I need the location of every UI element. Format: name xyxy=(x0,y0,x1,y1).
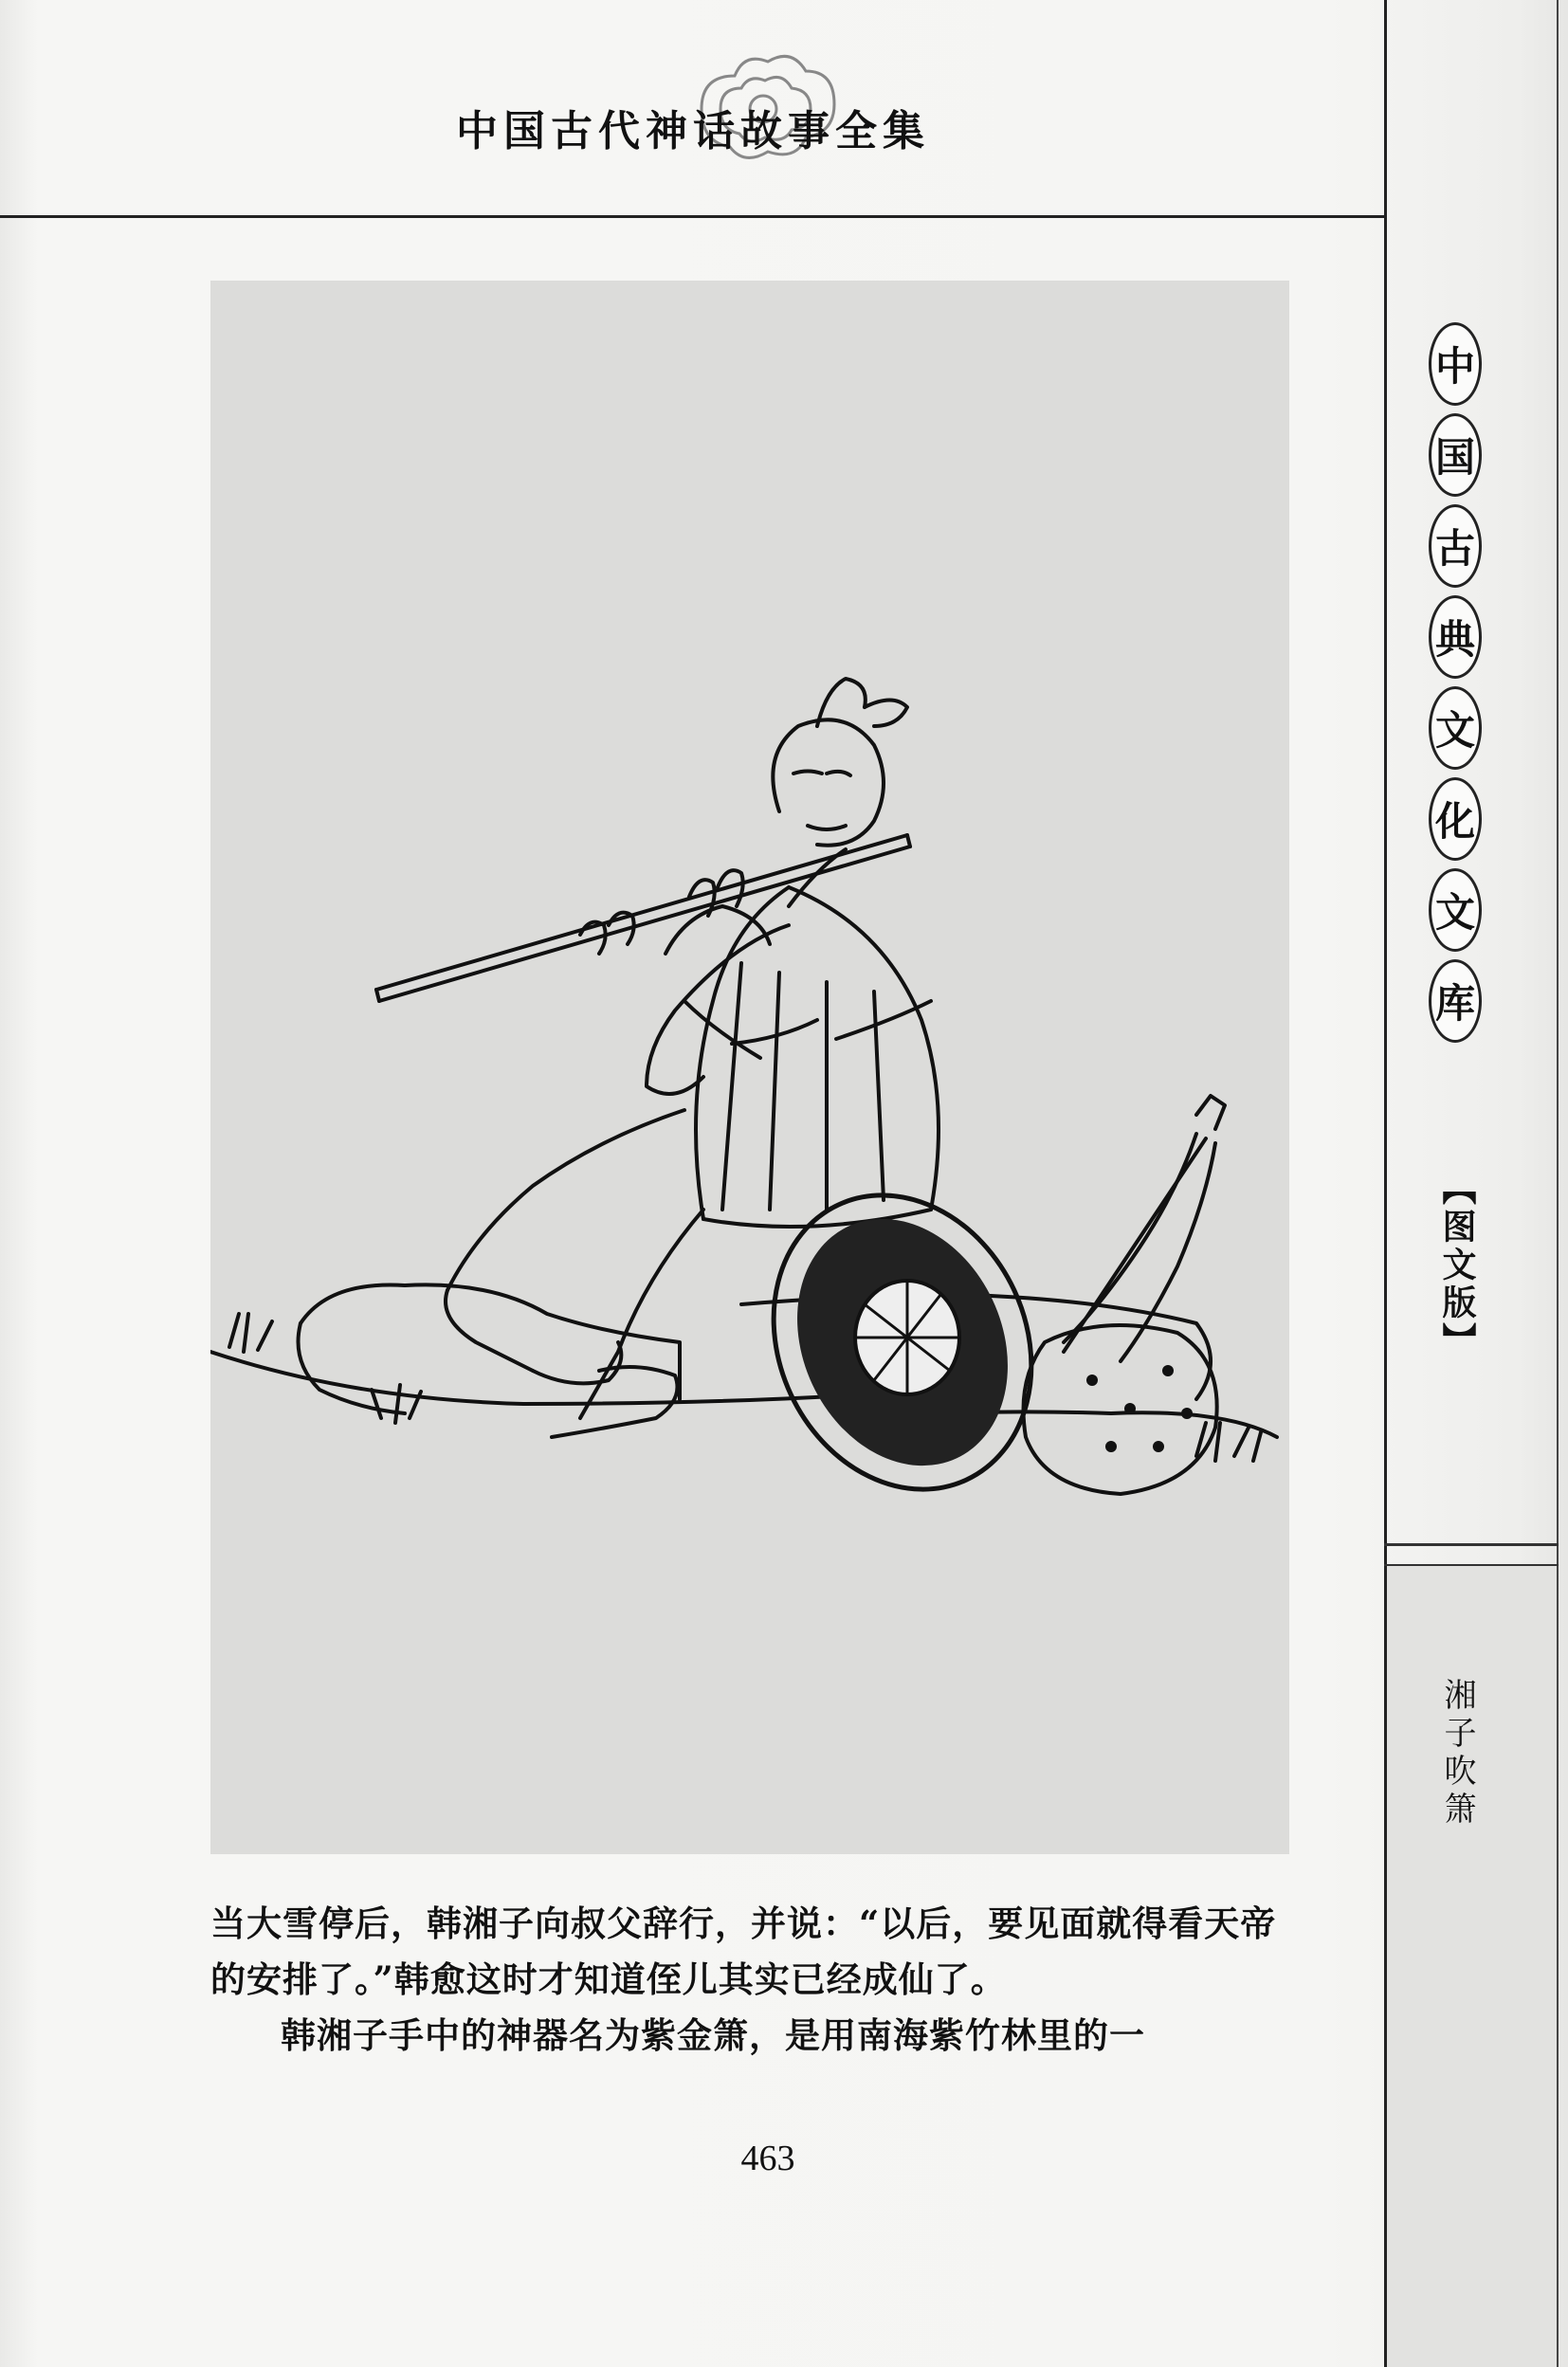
body-paragraph: 韩湘子手中的神器名为紫金箫，是用南海紫竹林里的一 xyxy=(281,2014,1145,2056)
story-title: 湘子吹箫 xyxy=(1438,1678,1476,1830)
page-edge-line xyxy=(1557,0,1559,2367)
flute-player-illustration-icon xyxy=(210,281,1289,1854)
header-rule xyxy=(0,215,1386,218)
sidebar-rule-bottom xyxy=(1384,1564,1559,1566)
series-title-char: 文 xyxy=(1429,868,1482,952)
book-title: 中国古代神话故事全集 xyxy=(456,107,930,155)
body-text xyxy=(210,1896,1301,2064)
sidebar-divider xyxy=(1384,0,1387,2367)
sidebar-rule-top xyxy=(1384,1543,1559,1546)
series-title-char: 古 xyxy=(1429,504,1482,588)
body-paragraph: 当大雪停后，韩湘子向叔父辞行，并说：“以后，要见面就得看天帝的安排了。”韩愈这时才知道侄儿其实已经成仙了。 xyxy=(210,1903,1277,2000)
series-title-char: 国 xyxy=(1429,413,1482,497)
series-title-char: 中 xyxy=(1429,322,1482,406)
edition-label: 【图文版】 xyxy=(1437,1171,1476,1360)
page-number: 463 xyxy=(740,2139,795,2178)
series-title-char: 化 xyxy=(1429,777,1482,861)
series-title-char: 典 xyxy=(1429,595,1482,679)
illustration-figure xyxy=(210,281,1289,1854)
series-title-char: 库 xyxy=(1429,959,1482,1043)
series-title-char: 文 xyxy=(1429,686,1482,770)
straw-hat-icon xyxy=(727,1153,1079,1532)
series-title xyxy=(1422,322,1488,1043)
